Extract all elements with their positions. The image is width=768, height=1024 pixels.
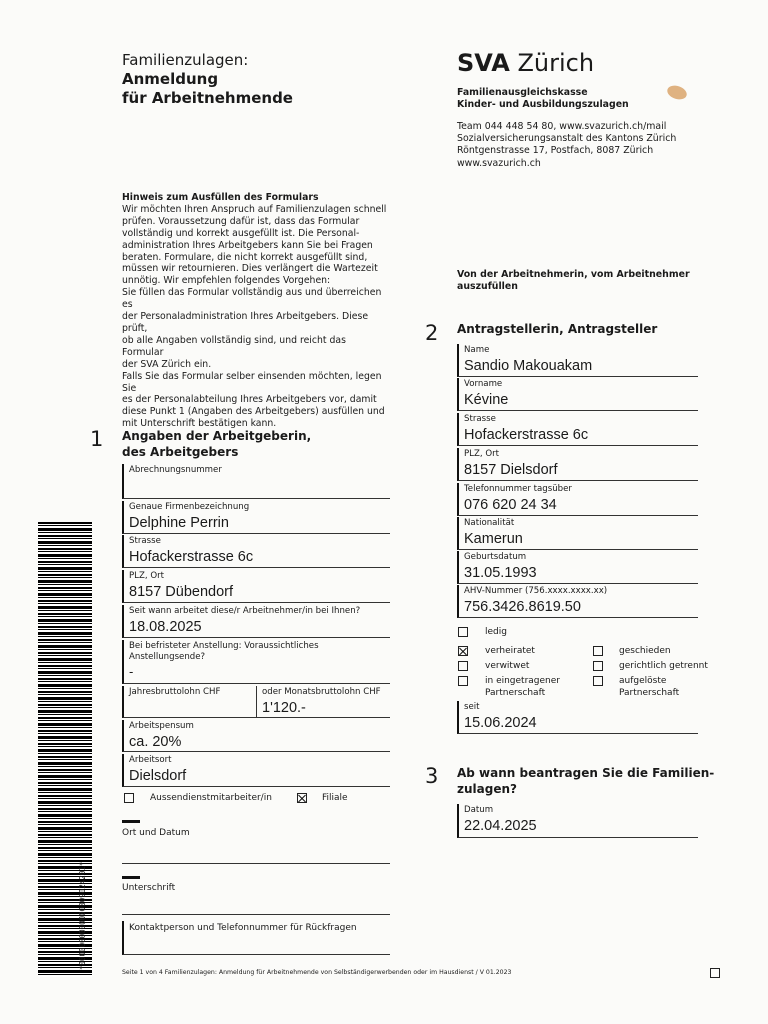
employee-note — [457, 269, 690, 293]
checkbox-label: geschieden — [619, 646, 671, 656]
field-label: PLZ, Ort — [464, 449, 499, 459]
checkbox-label-line: Partnerschaft — [619, 688, 680, 698]
checkbox-aufgeloest[interactable] — [593, 676, 603, 686]
field-value: 8157 Dielsdorf — [464, 462, 558, 478]
section2-number: 2 — [425, 321, 439, 345]
hint-block — [122, 192, 390, 430]
hint-heading: Hinweis zum Ausfüllen des Formulars — [122, 192, 319, 203]
hint-line: Falls Sie das Formular selber einsenden möchten, legen Sie — [122, 370, 382, 394]
field-label: Geburtsdatum — [464, 552, 527, 562]
field-value: Sandio Makouakam — [464, 358, 593, 374]
checkbox-getrennt[interactable] — [593, 661, 603, 671]
checkbox-label: Aussendienstmitarbeiter/in — [150, 793, 272, 803]
hint-line: unnötig. Wir empfehlen folgendes Vorgehen: — [122, 275, 331, 287]
field-vorname[interactable] — [457, 378, 698, 411]
field-label: PLZ, Ort — [129, 571, 164, 581]
field-arbeitspensum[interactable] — [122, 720, 390, 752]
checkbox-aussendienst[interactable] — [124, 793, 134, 803]
field-value: ca. 20% — [129, 734, 182, 750]
checkbox-label-line: Partnerschaft — [485, 688, 546, 698]
field-value: 756.3426.8619.50 — [464, 599, 581, 615]
section1-heading-line2: des Arbeitgebers — [122, 445, 239, 459]
checkbox-label: verwitwet — [485, 661, 530, 671]
field-label: Anstellungsende? — [129, 652, 206, 662]
ortdatum-label: Ort und Datum — [122, 828, 190, 838]
field-seit-wann[interactable] — [122, 605, 390, 638]
field-label: Arbeitspensum — [129, 721, 194, 731]
form-title-line1: Familienzulagen: — [122, 51, 249, 69]
section3-heading-line1: Ab wann beantragen Sie die Familien- — [457, 766, 715, 780]
header-subtitle — [457, 87, 629, 111]
field-employer-plz-ort[interactable] — [122, 570, 390, 603]
field-arbeitsort[interactable] — [122, 754, 390, 787]
field-status-seit[interactable] — [457, 701, 698, 734]
field-applicant-strasse[interactable] — [457, 413, 698, 446]
unterschrift-marker — [122, 876, 140, 879]
unterschrift-line[interactable] — [122, 914, 390, 915]
header-subtitle-line1: Familienausgleichskasse — [457, 87, 588, 98]
field-label: Telefonnummer tagsüber — [464, 484, 572, 494]
field-telefon[interactable] — [457, 483, 698, 516]
field-abrechnungsnummer[interactable] — [122, 464, 390, 499]
field-value: Kamerun — [464, 531, 523, 547]
field-label: Strasse — [464, 414, 496, 424]
hint-line: müssen wir retournieren. Dies verlängert die Wartezeit — [122, 263, 378, 275]
section3-heading-line2: zulagen? — [457, 782, 517, 796]
checkbox-label: Filiale — [322, 793, 348, 803]
field-value: 31.05.1993 — [464, 565, 537, 581]
field-label: Bei befristeter Anstellung: Voraussichtliches — [129, 641, 319, 651]
contact-line: Röntgenstrasse 17, Postfach, 8087 Zürich — [457, 145, 654, 157]
field-value: Hofackerstrasse 6c — [129, 549, 254, 565]
section1-heading — [122, 428, 311, 460]
section2-heading: Antragstellerin, Antragsteller — [457, 322, 658, 336]
field-anstellungsende[interactable] — [122, 640, 390, 684]
field-value: 076 620 24 34 — [464, 497, 557, 513]
contact-line: Sozialversicherungsanstalt des Kantons Zürich — [457, 133, 677, 145]
field-antrag-datum[interactable] — [457, 804, 698, 838]
field-label: Vorname — [464, 379, 503, 389]
coffee-stain — [665, 83, 688, 102]
form-title-line3: für Arbeitnehmende — [122, 89, 293, 107]
unterschrift-label: Unterschrift — [122, 883, 176, 893]
field-label: Datum — [464, 805, 494, 815]
field-label: Nationalität — [464, 518, 515, 528]
hint-line: vollständig und korrekt ausgefüllt ist. Die Personal- — [122, 227, 360, 239]
field-label: seit — [464, 702, 480, 712]
field-monatsbruttolohn[interactable] — [256, 686, 390, 718]
contact-block — [457, 121, 676, 170]
checkbox-geschieden[interactable] — [593, 646, 603, 656]
field-label: AHV-Nummer (756.xxxx.xxxx.xx) — [464, 586, 608, 596]
employee-note-line1: Von der Arbeitnehmerin, vom Arbeitnehmer — [457, 269, 690, 280]
field-label: Abrechnungsnummer — [129, 465, 222, 475]
field-name[interactable] — [457, 344, 698, 377]
field-kontaktperson[interactable] — [122, 921, 390, 955]
checkbox-label: gerichtlich getrennt — [619, 661, 708, 671]
employee-note-line2: auszufüllen — [457, 281, 518, 293]
field-value: 18.08.2025 — [129, 619, 202, 635]
checkbox-label: ledig — [485, 627, 507, 637]
checkbox-label-line: in eingetragener — [485, 676, 560, 686]
ortdatum-line[interactable] — [122, 863, 390, 864]
field-label: Seit wann arbeitet diese/r Arbeitnehmer/in bei Ihnen? — [129, 606, 361, 616]
hint-line: diese Punkt 1 (Angaben des Arbeitgebers) ausfüllen und — [122, 406, 385, 418]
field-value: Dielsdorf — [129, 768, 187, 784]
field-geburtsdatum[interactable] — [457, 551, 698, 584]
field-employer-strasse[interactable] — [122, 535, 390, 568]
sva-logo — [457, 49, 594, 77]
field-value: - — [129, 664, 134, 679]
barcode-text: *0000000000000009024201* — [78, 861, 87, 970]
hint-line: der Personaladministration Ihres Arbeitgebers. Diese prüft, — [122, 311, 369, 334]
sva-logo-rest: Zürich — [509, 49, 595, 77]
hint-line: der SVA Zürich ein. — [122, 358, 212, 370]
checkbox-label: verheiratet — [485, 646, 535, 656]
checkbox-label — [485, 675, 560, 699]
footer-checkbox[interactable] — [710, 968, 720, 978]
field-firmenbezeichnung[interactable] — [122, 501, 390, 534]
field-jahresbruttolohn[interactable] — [122, 686, 256, 718]
hint-line: es der Personalabteilung Ihres Arbeitgebers vor, damit — [122, 394, 377, 406]
section1-heading-line1: Angaben der Arbeitgeberin, — [122, 429, 312, 443]
checkbox-eingetragen[interactable] — [458, 676, 468, 686]
section1-number: 1 — [90, 427, 104, 451]
field-value: Delphine Perrin — [129, 515, 229, 531]
checkbox-verheiratet[interactable] — [458, 646, 468, 656]
field-label: Genaue Firmenbezeichnung — [129, 502, 250, 512]
section3-heading — [457, 765, 714, 797]
hint-line: prüfen. Voraussetzung dafür ist, dass das Formular — [122, 215, 360, 227]
field-label: Arbeitsort — [129, 755, 172, 765]
hint-line: Wir möchten Ihren Anspruch auf Familienzulagen schnell — [122, 203, 387, 215]
checkbox-verwitwet[interactable] — [458, 661, 468, 671]
field-value: Hofackerstrasse 6c — [464, 427, 589, 443]
field-nationalitaet[interactable] — [457, 517, 698, 550]
checkbox-label — [619, 675, 679, 699]
field-value: 1'120.- — [262, 700, 306, 716]
ortdatum-marker — [122, 820, 140, 823]
checkbox-label-line: aufgelöste — [619, 676, 667, 686]
field-value: 15.06.2024 — [464, 715, 537, 731]
page-footer: Seite 1 von 4 Familienzulagen: Anmeldung für Arbeitnehmende von Selbständigerwerbenden oder im Hausdienst / V 01.2023 — [122, 969, 512, 976]
field-label: Jahresbruttolohn CHF — [129, 687, 221, 697]
field-value: 22.04.2025 — [464, 818, 537, 834]
field-value: 8157 Dübendorf — [129, 584, 233, 600]
field-applicant-plz-ort[interactable] — [457, 448, 698, 481]
field-label: Kontaktperson und Telefonnummer für Rückfragen — [129, 923, 357, 933]
form-title — [122, 51, 293, 108]
field-label: Strasse — [129, 536, 161, 546]
hint-line: administration Ihres Arbeitgebers kann Sie bei Fragen — [122, 239, 373, 251]
hint-line: ob alle Angaben vollständig sind, und reicht das Formular — [122, 334, 346, 358]
section3-number: 3 — [425, 764, 439, 788]
checkbox-ledig[interactable] — [458, 627, 468, 637]
hint-line: Sie füllen das Formular vollständig aus und überreichen es — [122, 287, 382, 311]
field-label: Name — [464, 345, 490, 355]
hint-line: beraten. Formulare, die nicht korrekt ausgefüllt sind, — [122, 251, 368, 263]
sva-logo-bold: SVA — [457, 49, 510, 77]
contact-line: Team 044 448 54 80, www.svazurich.ch/mail — [457, 121, 667, 132]
form-title-line2: Anmeldung — [122, 70, 219, 88]
hint-line: mit Unterschrift bestätigen kann. — [122, 418, 277, 430]
field-ahv-nummer[interactable] — [457, 585, 698, 618]
field-label: oder Monatsbruttolohn CHF — [262, 687, 381, 697]
checkbox-filiale[interactable] — [297, 793, 307, 803]
header-subtitle-line2: Kinder- und Ausbildungszulagen — [457, 99, 629, 111]
contact-line: www.svazurich.ch — [457, 157, 541, 169]
field-value: Kévine — [464, 392, 509, 408]
